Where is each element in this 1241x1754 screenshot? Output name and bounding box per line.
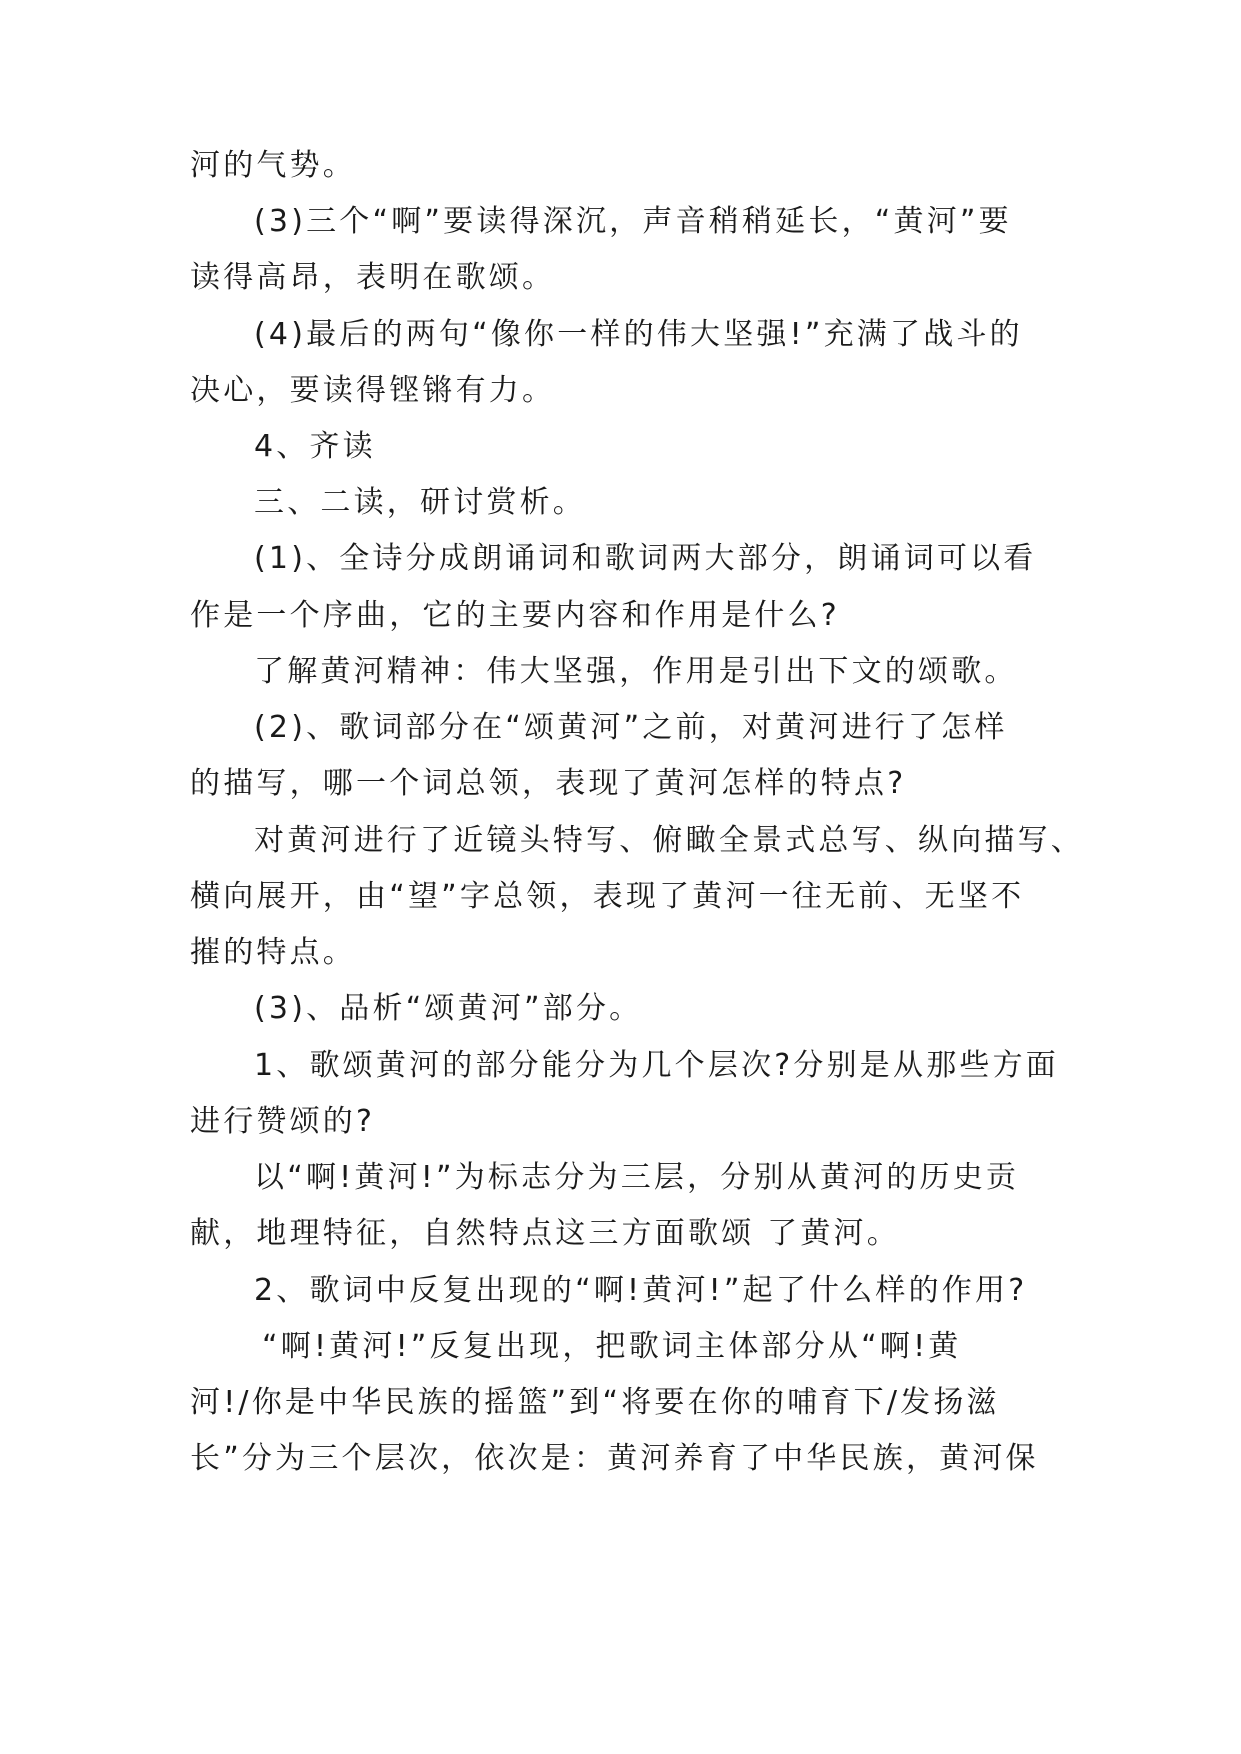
text-line-15: 摧的特点。 (190, 935, 356, 970)
text-line-20: 献，地理特征，自然特点这三方面歌颂 了黄河。 (190, 1216, 900, 1251)
text-line-1: 河的气势。 (190, 148, 356, 183)
text-line-3: 读得高昂，表明在歌颂。 (190, 260, 556, 295)
text-line-9: 作是一个序曲，它的主要内容和作用是什么? (190, 598, 840, 633)
text-line-21: 2、歌词中反复出现的“啊!黄河!”起了什么样的作用? (254, 1273, 1028, 1308)
text-line-5: 决心，要读得铿锵有力。 (190, 373, 556, 408)
text-line-17: 1、歌颂黄河的部分能分为几个层次?分别是从那些方面 (254, 1048, 1060, 1083)
text-line-12: 的描写，哪一个词总领，表现了黄河怎样的特点? (190, 766, 907, 801)
text-line-16: (3)、品析“颂黄河”部分。 (254, 991, 643, 1026)
text-line-22: “啊!黄河!”反复出现，把歌词主体部分从“啊!黄 (262, 1329, 962, 1364)
text-line-19: 以“啊!黄河!”为标志分为三层，分别从黄河的历史贡 (254, 1160, 1020, 1195)
text-line-7: 三、二读，研讨赏析。 (254, 485, 586, 520)
text-line-2: (3)三个“啊”要读得深沉，声音稍稍延长，“黄河”要 (254, 204, 1012, 239)
text-line-13: 对黄河进行了近镜头特写、俯瞰全景式总写、纵向描写、 (254, 823, 1084, 858)
text-line-4: (4)最后的两句“像你一样的伟大坚强!”充满了战斗的 (254, 317, 1023, 352)
text-line-24: 长”分为三个层次，依次是：黄河养育了中华民族，黄河保 (190, 1441, 1039, 1476)
text-line-23: 河!/你是中华民族的摇篮”到“将要在你的哺育下/发扬滋 (190, 1385, 1000, 1420)
text-line-14: 横向展开，由“望”字总领，表现了黄河一往无前、无坚不 (190, 879, 1025, 914)
text-line-6: 4、齐读 (254, 429, 376, 464)
text-line-18: 进行赞颂的? (190, 1104, 376, 1139)
text-line-10: 了解黄河精神：伟大坚强，作用是引出下文的颂歌。 (254, 654, 1018, 689)
text-line-11: (2)、歌词部分在“颂黄河”之前，对黄河进行了怎样 (254, 710, 1008, 745)
text-line-8: (1)、全诗分成朗诵词和歌词两大部分，朗诵词可以看 (254, 541, 1037, 576)
